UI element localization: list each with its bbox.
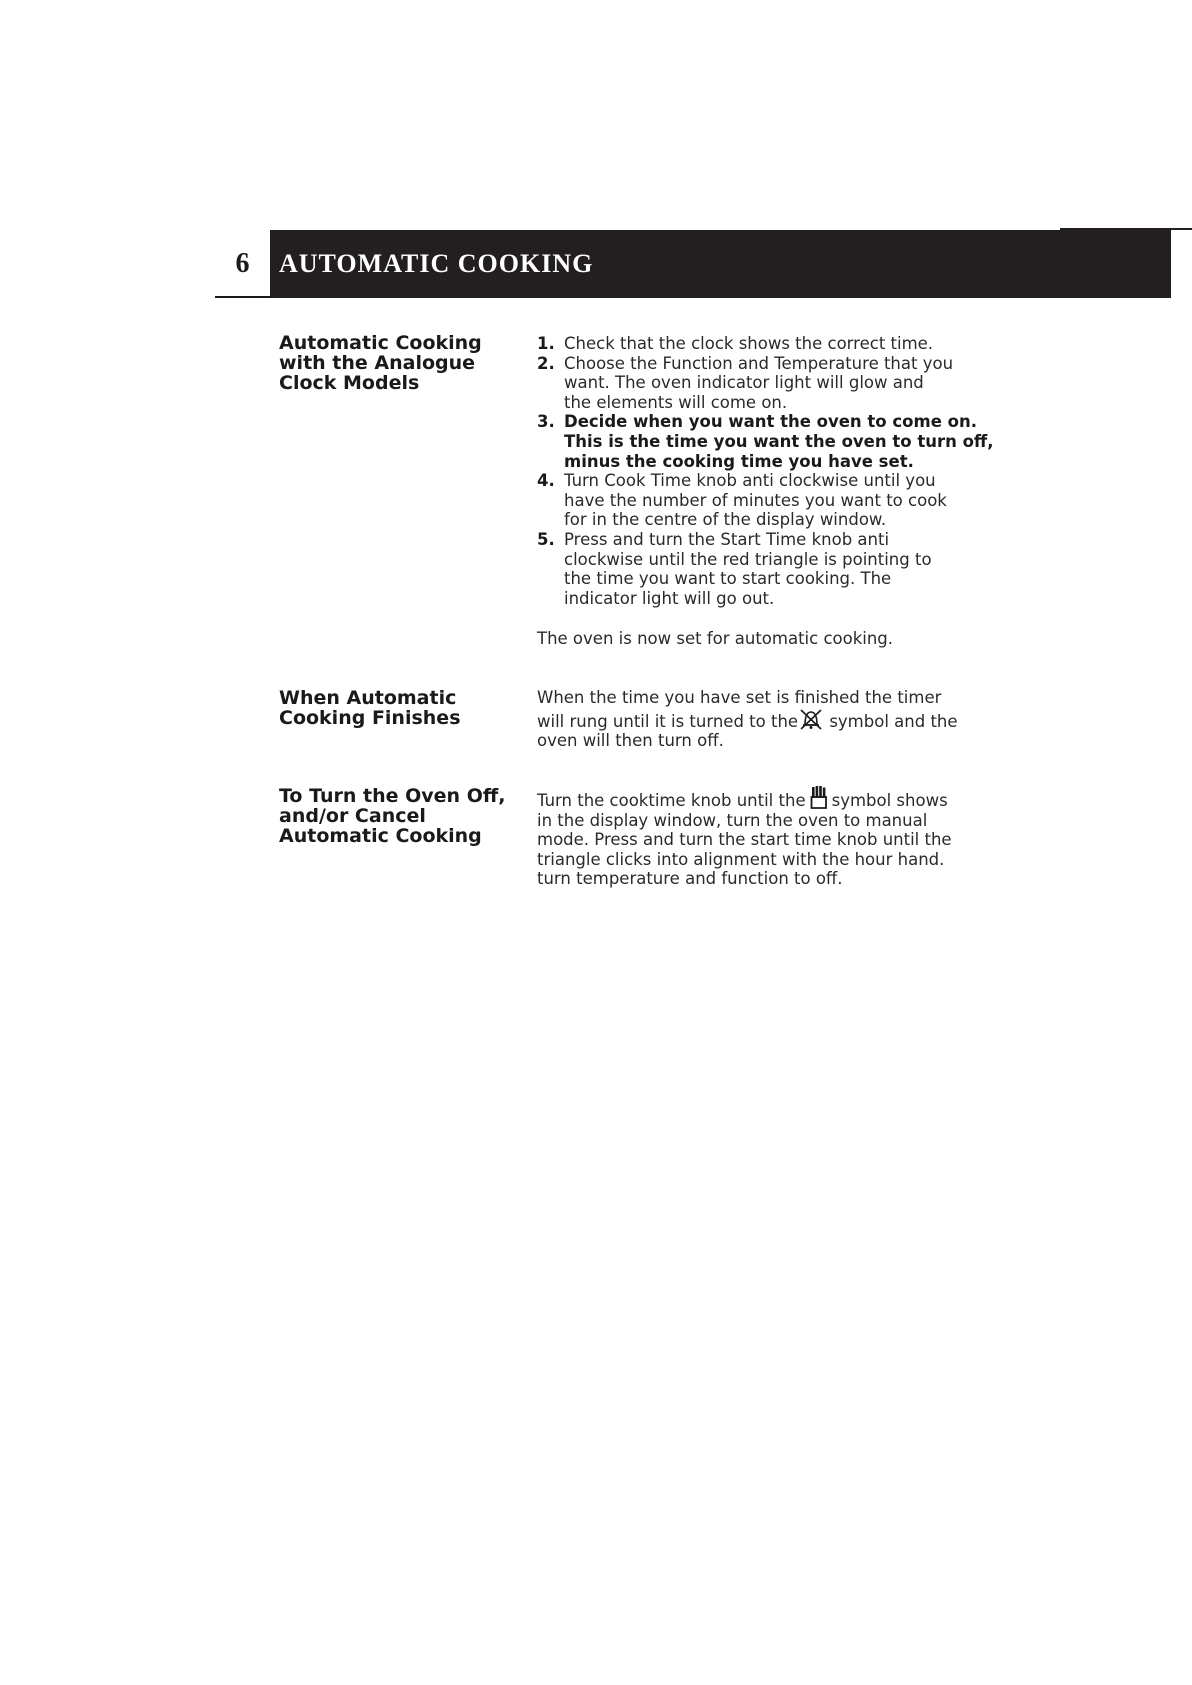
step-line: the time you want to start cooking. The [564, 569, 892, 589]
heading-finishes [279, 688, 529, 728]
step-item [537, 471, 957, 530]
step-line: Press and turn the Start Time knob anti [564, 529, 890, 549]
page-header [215, 230, 1171, 298]
automatic-set-note [537, 629, 957, 649]
step-number: 3. [537, 412, 555, 432]
note-line: The oven is now set for automatic cooking. [537, 629, 894, 648]
step-number: 2. [537, 353, 555, 373]
text-fragment: Turn the cooktime knob until the [537, 791, 806, 810]
analogue-steps-block [537, 334, 994, 608]
step-item [537, 412, 994, 471]
step-line: clockwise until the red triangle is pointing to [564, 549, 932, 569]
hand-icon [809, 786, 829, 810]
heading-analogue [279, 333, 529, 393]
step-line: Choose the Function and Temperature that you [564, 353, 954, 373]
step-item [537, 530, 957, 608]
heading-line: To Turn the Oven Off, [279, 785, 506, 807]
paragraph-line [537, 708, 957, 732]
step-text [564, 334, 957, 354]
title-bar-tab [1060, 228, 1192, 230]
step-line: for in the centre of the display window. [564, 510, 887, 530]
heading-line: Automatic Cooking [279, 332, 482, 354]
step-line: indicator light will go out. [564, 588, 775, 608]
paragraph-line: triangle clicks into alignment with the hour hand. [537, 849, 945, 869]
heading-line: Cooking Finishes [279, 707, 461, 729]
heading-line: Automatic Cooking [279, 825, 482, 847]
paragraph-line: oven will then turn off. [537, 731, 724, 751]
step-line: Decide when you want the oven to come on. [564, 412, 977, 432]
step-line: want. The oven indicator light will glow and [564, 373, 924, 393]
page-number: 6 [215, 230, 270, 298]
step-item [537, 354, 957, 413]
step-line: Check that the clock shows the correct time. [564, 334, 934, 353]
heading-line: with the Analogue [279, 352, 476, 374]
step-line: This is the time you want the oven to turn off, [564, 431, 994, 451]
step-text [564, 412, 994, 471]
title-bar [270, 230, 1171, 298]
bell-crossed-icon [799, 708, 823, 730]
heading-line: Clock Models [279, 372, 420, 394]
step-text [564, 471, 957, 530]
step-number: 5. [537, 529, 555, 549]
paragraph-line: When the time you have set is finished the timer [537, 688, 942, 707]
heading-line: and/or Cancel [279, 805, 426, 827]
step-line: have the number of minutes you want to cook [564, 490, 947, 510]
finishes-paragraph [537, 688, 957, 751]
step-text [564, 530, 957, 608]
step-line: Turn Cook Time knob anti clockwise until you [564, 471, 936, 491]
step-item [537, 334, 957, 354]
text-fragment: symbol shows [831, 791, 948, 810]
heading-line: When Automatic [279, 687, 457, 709]
step-number: 4. [537, 471, 555, 491]
step-line: minus the cooking time you have set. [564, 451, 914, 471]
step-line: the elements will come on. [564, 392, 788, 412]
paragraph-line: in the display window, turn the oven to manual [537, 810, 928, 830]
page-title: AUTOMATIC COOKING [279, 249, 594, 278]
text-fragment: symbol and the [824, 711, 958, 731]
paragraph-line [537, 786, 957, 811]
paragraph-line: mode. Press and turn the start time knob until the [537, 830, 952, 850]
paragraph-line: turn temperature and function to off. [537, 869, 843, 889]
heading-turn-off [279, 786, 529, 846]
text-fragment: will rung until it is turned to the [537, 711, 799, 731]
step-text [564, 354, 957, 413]
steps-list [537, 334, 994, 608]
turn-off-paragraph [537, 786, 957, 889]
step-number: 1. [537, 334, 555, 353]
